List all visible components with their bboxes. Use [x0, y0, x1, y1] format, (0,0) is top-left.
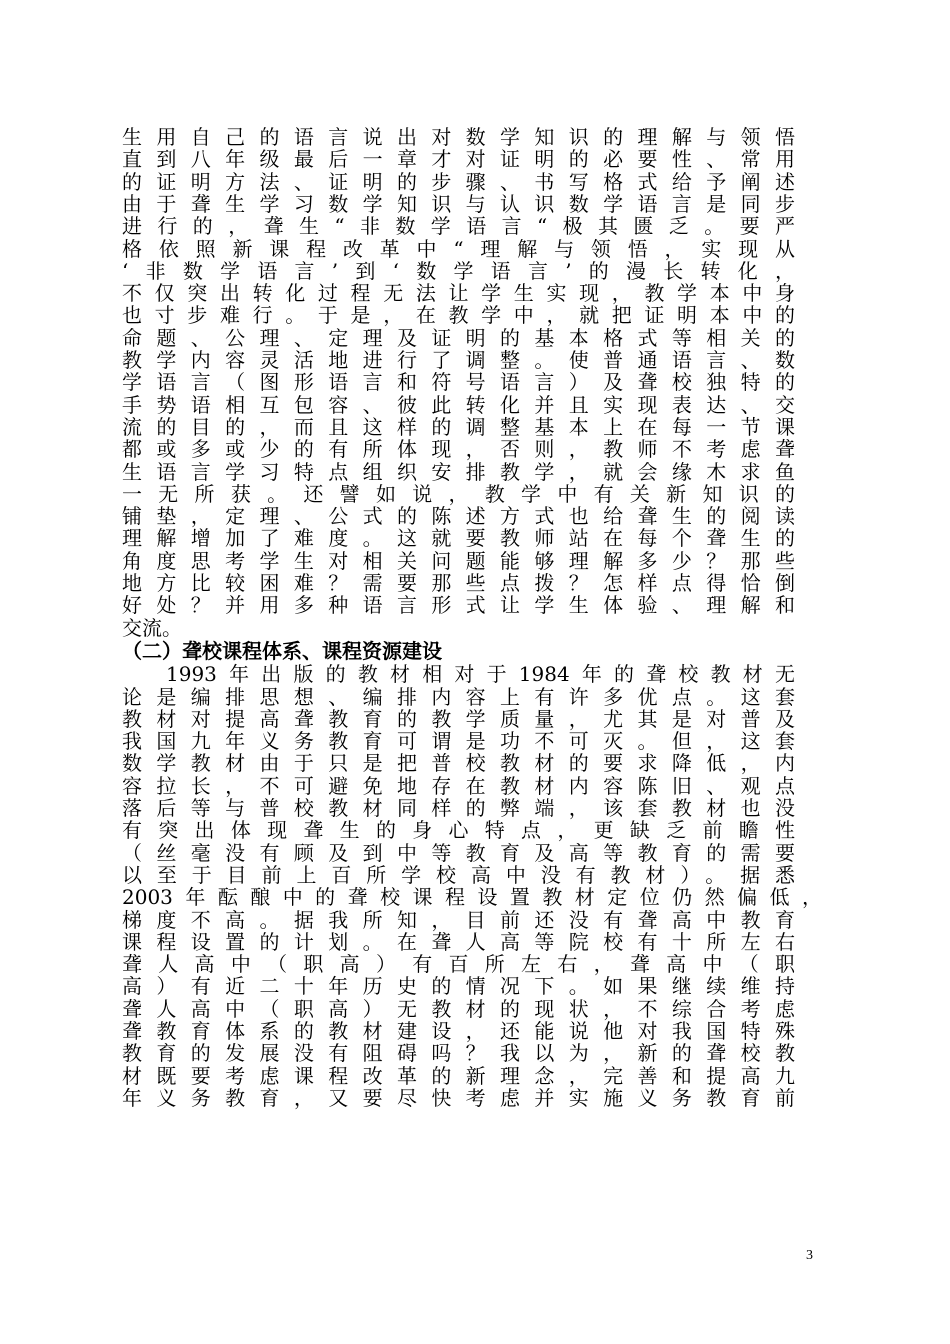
text-line: 2003年酝酿中的聋校课程设置教材定位仍然偏低，	[122, 885, 822, 910]
text-line: 有突出体现聋生的身心特点，更缺乏前瞻性	[122, 818, 795, 843]
text-line: 落后等与普校教材同样的弊端，该套教材也没	[122, 796, 795, 820]
text-line: 聋人高中（职高）无教材的现状，不综合考虑	[122, 996, 795, 1021]
text-line: 地方比较困难？需要那些点拨？怎样点得恰倒	[122, 571, 795, 595]
text-line: 的证明方法、证明的步骤、书写格式给予阐述	[122, 169, 795, 194]
text-line: 一无所获。还譬如说，教学中有关新知识的	[122, 481, 795, 506]
text-line: 1993年出版的教材相对于1984年的聋校教材无	[166, 662, 795, 687]
text-line: 教学内容灵活地进行了调整。使普通语言、数	[122, 348, 795, 372]
text-line: 直到八年级最后一章才对证明的必要性、常用	[122, 147, 795, 172]
text-line: 以至于目前上百所学校高中没有教材）。据悉	[122, 862, 795, 887]
page-number: 3	[806, 1248, 813, 1263]
text-line: 命题、公理、定理及证明的基本格式等相关的	[122, 325, 795, 350]
text-line: 理解增加了难度。这就要教师站在每个聋生的	[122, 526, 795, 551]
text-line: 年义务教育，又要尽快考虑并实施义务教育前	[122, 1085, 795, 1110]
text-line: 不仅突出转化过程无法让学生实现，教学本中身	[122, 281, 795, 306]
text-line: 论是编排思想、编排内容上有许多优点。这套	[122, 684, 795, 709]
text-line: 教材对提高聋教育的教学质量，尤其是对普及	[122, 706, 795, 731]
text-line: 流的目的，而且这样的调整基本上在每一节课	[122, 414, 795, 439]
text-line: 材既要考虑课程改革的新理念，完善和提高九	[122, 1063, 795, 1088]
text-line: 由于聋生学习数学知识与认识数学语言是同步	[122, 191, 795, 216]
text-line: 聋教育体系的教材建设，还能说他对我国特殊	[122, 1019, 795, 1043]
text-line: 高）有近二十年历史的情况下。如果继续维持	[122, 974, 795, 999]
text-line: （丝毫没有顾及到中等教育及高等教育的需要	[122, 840, 795, 865]
text-line: 教育的发展没有阻碍吗？我以为，新的聋校教	[122, 1041, 795, 1066]
text-line: 角度思考学生对相关问题能够理解多少？那些	[122, 548, 795, 573]
text-line: 格依照新课程改革中“理解与领悟，实现从	[122, 236, 795, 261]
text-line: 数学教材由于只是把普校教材的要求降低，内	[122, 751, 795, 776]
text-line: 梯度不高。据我所知，目前还没有聋高中教育	[122, 907, 795, 932]
text-line: 进行的，聋生“非数学语言“极其匮乏。要严	[122, 214, 795, 239]
text-line: 聋人高中（职高）有百所左右，聋高中（职	[122, 952, 795, 977]
text-line: 交流。	[122, 615, 182, 640]
text-line: 容拉长，不可避免地存在教材内容陈旧、观点	[122, 773, 795, 798]
text-line: ‘非数学语言’到‘数学语言’的漫长转化，	[122, 258, 795, 283]
text-line: 都或多或少的有所体现，否则，教师不考虑聋	[122, 437, 795, 462]
text-line: 学语言（图形语言和符号语言）及聋校独特的	[122, 370, 795, 395]
text-line: 课程设置的计划。在聋人高等院校有十所左右	[122, 929, 795, 954]
text-line: 手势语相互包容、彼此转化并且实现表达、交	[122, 392, 795, 417]
text-line: 生用自己的语言说出对数学知识的理解与领悟	[122, 125, 795, 149]
text-line: 也寸步难行。于是，在教学中，就把证明本中的	[122, 303, 795, 328]
text-line: 我国九年义务教育可谓是功不可灭。但，这套	[122, 729, 795, 754]
text-line: 生语言学习特点组织安排教学，就会缘木求鱼	[122, 459, 795, 484]
text-line: 铺垫，定理、公式的陈述方式也给聋生的阅读	[122, 504, 795, 529]
text-line: 好处？并用多种语言形式让学生体验、理解和	[122, 593, 795, 618]
section-heading: （二）聋校课程体系、课程资源建设	[122, 638, 442, 663]
